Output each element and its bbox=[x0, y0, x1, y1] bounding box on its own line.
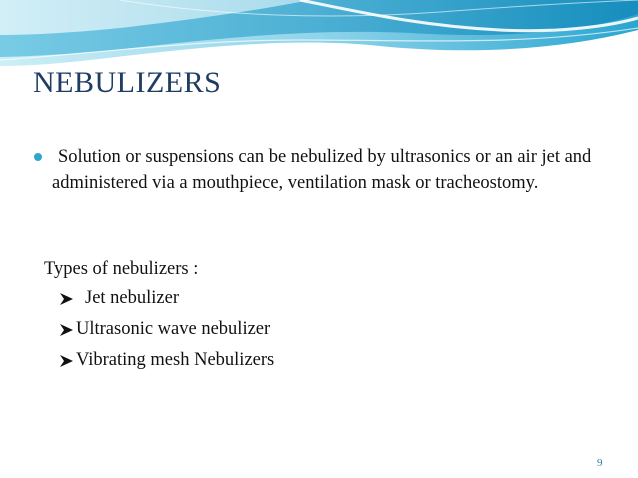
main-bullet bbox=[34, 144, 614, 196]
arrow-bullet-icon bbox=[60, 347, 74, 373]
arrow-bullet-icon bbox=[60, 285, 74, 311]
page-number: 9 bbox=[597, 457, 603, 469]
list-item bbox=[60, 347, 274, 378]
main-bullet-text: Solution or suspensions can be nebulized by ultrasonics or an air jet and administered via a mouthpiece, ventilation mask or tracheostomy. bbox=[52, 147, 592, 193]
list-item bbox=[60, 285, 274, 316]
slide-title: NEBULIZERS bbox=[33, 66, 222, 99]
list-item-label: Vibrating mesh Nebulizers bbox=[76, 350, 275, 370]
list-item-label: Jet nebulizer bbox=[85, 288, 179, 308]
nebulizer-types-list bbox=[60, 285, 274, 378]
round-bullet-icon bbox=[34, 153, 42, 161]
types-heading: Types of nebulizers : bbox=[44, 259, 199, 279]
list-item bbox=[60, 316, 274, 347]
arrow-bullet-icon bbox=[60, 316, 74, 342]
list-item-label: Ultrasonic wave nebulizer bbox=[76, 319, 271, 339]
